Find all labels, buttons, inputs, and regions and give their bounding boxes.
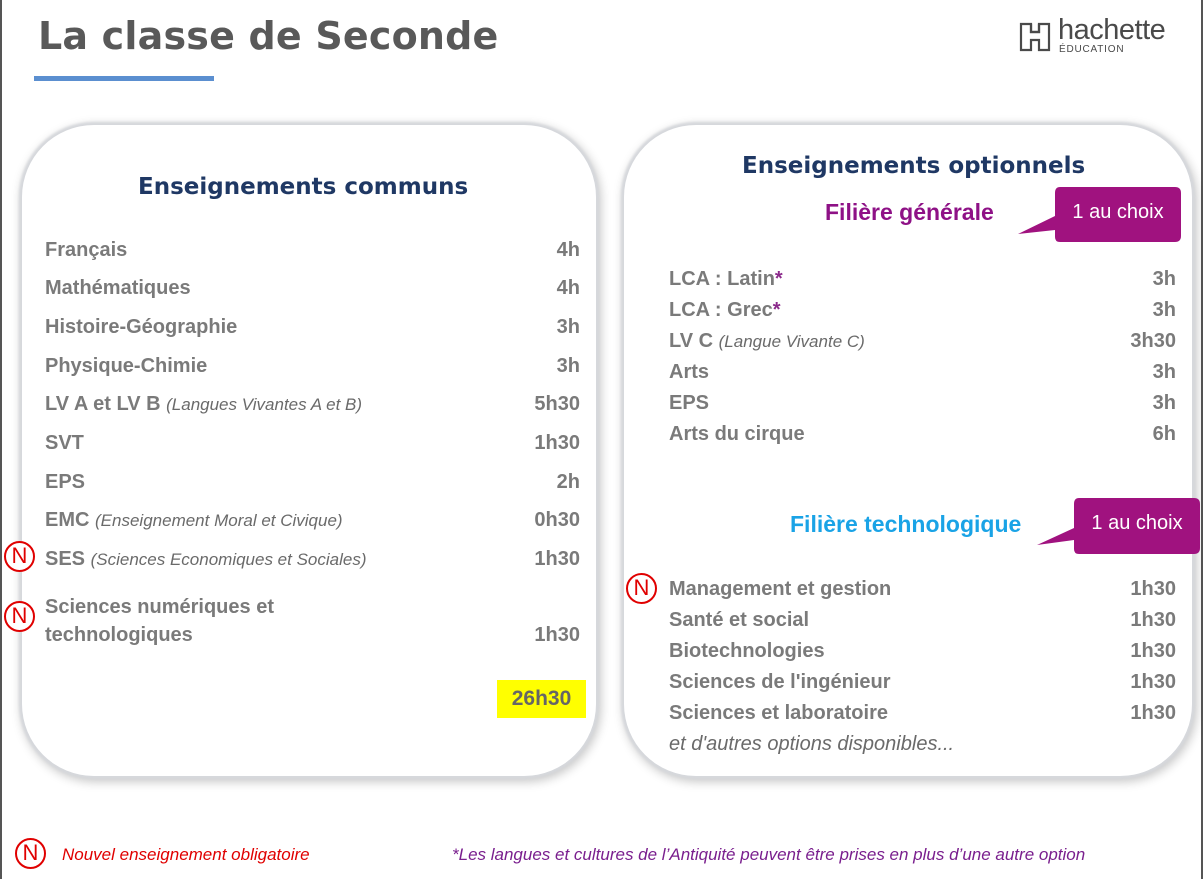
option-row: Santé et social xyxy=(669,609,810,631)
title-underline xyxy=(34,76,214,81)
page-title: La classe de Seconde xyxy=(38,14,499,58)
course-row: Physique-Chimie xyxy=(45,355,208,377)
course-note: (Langues Vivantes A et B) xyxy=(166,395,363,414)
option-hours: 3h xyxy=(1152,392,1176,414)
course-hours: 1h30 xyxy=(534,624,580,646)
more-options-note: et d'autres options disponibles... xyxy=(669,733,955,755)
hachette-logo xyxy=(1018,14,1178,58)
common-courses-heading: Enseignements communs xyxy=(138,174,469,200)
callout-label: 1 au choix xyxy=(1091,512,1183,534)
total-hours-highlight: 26h30 xyxy=(497,680,586,718)
slide-border-left xyxy=(0,0,2,879)
option-hours: 1h30 xyxy=(1130,671,1176,693)
option-hours: 1h30 xyxy=(1130,609,1176,631)
optional-courses-heading: Enseignements optionnels xyxy=(742,153,1086,179)
option-hours: 3h xyxy=(1152,268,1176,290)
course-row: EMC (Enseignement Moral et Civique) xyxy=(45,509,343,531)
course-hours: 1h30 xyxy=(534,432,580,454)
option-row: LV C (Langue Vivante C) xyxy=(669,330,865,352)
course-hours: 1h30 xyxy=(534,548,580,570)
course-row: EPS xyxy=(45,471,86,493)
option-note: (Langue Vivante C) xyxy=(718,332,865,351)
logo-wordmark: hachette xyxy=(1058,14,1166,46)
course-row: Français xyxy=(45,239,128,261)
course-note: (Sciences Economiques et Sociales) xyxy=(90,550,367,569)
course-row: SES (Sciences Economiques et Sociales) xyxy=(45,548,367,570)
course-row: LV A et LV B (Langues Vivantes A et B) xyxy=(45,393,363,415)
course-row-line2: technologiques xyxy=(45,624,193,646)
option-row: Sciences et laboratoire xyxy=(669,702,888,724)
course-row: Histoire-Géographie xyxy=(45,316,238,338)
course-hours: 5h30 xyxy=(534,393,580,415)
course-row: Mathématiques xyxy=(45,277,191,299)
hachette-h-icon xyxy=(1018,20,1052,54)
option-row: EPS xyxy=(669,392,710,414)
option-row: Arts du cirque xyxy=(669,423,805,445)
footnote: *Les langues et cultures de l’Antiquité peuvent être prises en plus d’une autre option xyxy=(452,845,1086,864)
option-hours: 3h30 xyxy=(1130,330,1176,352)
option-hours: 1h30 xyxy=(1130,702,1176,724)
option-row: Sciences de l'ingénieur xyxy=(669,671,891,693)
option-row: Management et gestion xyxy=(669,578,892,600)
legend-marker-icon: N xyxy=(15,838,46,869)
course-hours: 4h xyxy=(556,277,580,299)
course-hours: 4h xyxy=(556,239,580,261)
course-hours: 2h xyxy=(556,471,580,493)
course-hours: 3h xyxy=(556,355,580,377)
option-hours: 1h30 xyxy=(1130,578,1176,600)
option-hours: 6h xyxy=(1152,423,1176,445)
technological-choice-callout xyxy=(1037,497,1197,547)
option-row: Biotechnologies xyxy=(669,640,825,662)
logo-subtitle: ÉDUCATION xyxy=(1059,44,1125,55)
new-course-marker: N xyxy=(4,541,35,572)
course-row: SVT xyxy=(45,432,84,454)
option-row: LCA : Grec* xyxy=(669,299,781,321)
option-hours: 3h xyxy=(1152,299,1176,321)
course-hours: 0h30 xyxy=(534,509,580,531)
course-row-line1: Sciences numériques et xyxy=(45,596,274,618)
option-row: Arts xyxy=(669,361,710,383)
general-choice-callout xyxy=(1018,186,1178,236)
new-course-marker: N xyxy=(4,601,35,632)
option-row: LCA : Latin* xyxy=(669,268,783,290)
option-hours: 3h xyxy=(1152,361,1176,383)
legend-text: Nouvel enseignement obligatoire xyxy=(62,845,310,864)
general-track-title: Filière générale xyxy=(825,199,994,225)
callout-label: 1 au choix xyxy=(1072,201,1164,223)
option-hours: 1h30 xyxy=(1130,640,1176,662)
course-hours: 3h xyxy=(556,316,580,338)
technological-track-title: Filière technologique xyxy=(790,511,1022,537)
new-course-marker: N xyxy=(626,573,657,604)
course-note: (Enseignement Moral et Civique) xyxy=(95,511,343,530)
